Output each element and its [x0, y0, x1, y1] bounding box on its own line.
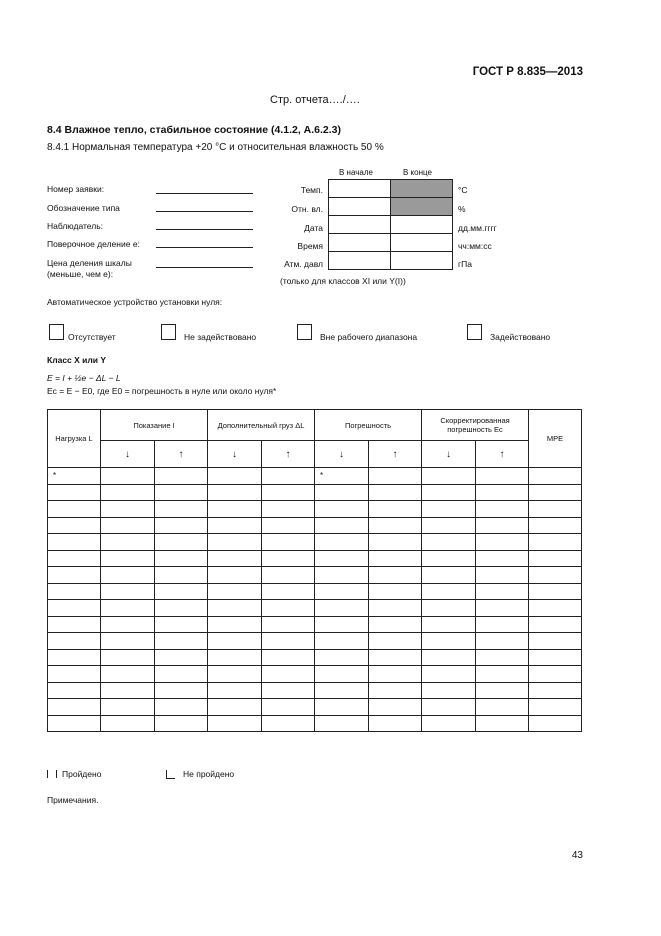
table-cell[interactable] [529, 649, 582, 666]
table-cell[interactable] [155, 517, 208, 534]
table-cell[interactable] [101, 616, 155, 633]
option-absent: Отсутствует [68, 332, 116, 342]
table-cell[interactable] [315, 583, 369, 600]
section-title: 8.4 Влажное тепло, стабильное состояние (4.1.2, А.6.2.3) [47, 124, 342, 136]
env-cell[interactable] [391, 234, 453, 252]
report-page: Стр. отчета…./…. [270, 94, 360, 106]
table-cell[interactable] [48, 583, 101, 600]
table-cell[interactable] [315, 550, 369, 567]
table-cell[interactable] [48, 517, 101, 534]
field-label-scale: Цена деления шкалы (меньше, чем е): [47, 258, 132, 279]
table-cell[interactable] [208, 534, 262, 551]
field-input-request[interactable] [156, 193, 253, 194]
arrow-up-icon: ↑ [476, 441, 529, 468]
table-cell[interactable] [208, 501, 262, 518]
table-cell[interactable] [48, 666, 101, 683]
table-cell[interactable] [155, 501, 208, 518]
table-cell[interactable] [315, 616, 369, 633]
table-cell[interactable] [315, 517, 369, 534]
table-cell[interactable] [208, 600, 262, 617]
table-cell[interactable] [48, 501, 101, 518]
notes-label: Примечания. [47, 795, 99, 805]
table-cell[interactable] [262, 534, 315, 551]
env-note: (только для классов XI или Y(I)) [280, 276, 406, 286]
table-cell[interactable] [529, 517, 582, 534]
results-body [48, 468, 582, 732]
table-cell[interactable] [208, 567, 262, 584]
table-cell[interactable] [476, 567, 529, 584]
table-cell[interactable] [208, 682, 262, 699]
table-cell[interactable] [48, 550, 101, 567]
table-cell[interactable] [369, 468, 422, 485]
table-cell[interactable] [369, 550, 422, 567]
table-cell[interactable] [155, 633, 208, 650]
field-input-observer[interactable] [156, 229, 253, 230]
env-row-label: Темп. [300, 185, 323, 195]
table-cell[interactable] [262, 484, 315, 501]
table-cell[interactable] [101, 501, 155, 518]
table-cell[interactable] [476, 616, 529, 633]
table-cell[interactable] [315, 649, 369, 666]
header-extra-weight: Дополнительный груз ΔL [208, 410, 315, 441]
checkbox-absent[interactable] [49, 324, 64, 340]
table-cell[interactable] [155, 550, 208, 567]
checkbox-not-engaged[interactable] [161, 324, 176, 340]
passed-label: Пройдено [62, 769, 102, 779]
table-cell[interactable] [155, 649, 208, 666]
table-cell[interactable] [476, 715, 529, 732]
table-cell[interactable] [476, 583, 529, 600]
env-cell[interactable] [329, 252, 391, 270]
table-row [48, 633, 582, 650]
env-cell[interactable] [329, 198, 391, 216]
table-cell[interactable] [315, 484, 369, 501]
table-cell[interactable] [529, 682, 582, 699]
header-corrected-error: Скорректированная погрешность Ec [422, 410, 529, 441]
table-cell[interactable] [155, 583, 208, 600]
table-cell[interactable] [101, 550, 155, 567]
field-label-type: Обозначение типа [47, 203, 120, 213]
table-row [48, 517, 582, 534]
table-cell[interactable] [262, 600, 315, 617]
table-cell[interactable] [476, 484, 529, 501]
arrow-down-icon: ↓ [315, 441, 369, 468]
table-cell[interactable] [155, 534, 208, 551]
table-cell[interactable] [48, 484, 101, 501]
arrow-up-icon: ↑ [369, 441, 422, 468]
env-cell[interactable] [329, 234, 391, 252]
table-cell[interactable] [476, 649, 529, 666]
table-cell[interactable] [369, 484, 422, 501]
env-unit: дд.мм.гггг [458, 223, 497, 233]
table-cell[interactable] [422, 583, 476, 600]
section-subtitle: 8.4.1 Нормальная температура +20 °С и относительная влажность 50 % [47, 142, 384, 153]
table-cell[interactable] [422, 633, 476, 650]
table-cell[interactable] [369, 567, 422, 584]
table-cell[interactable] [369, 633, 422, 650]
checkbox-out-of-range[interactable] [297, 324, 312, 340]
table-row [48, 616, 582, 633]
table-cell[interactable] [155, 567, 208, 584]
table-cell[interactable] [476, 517, 529, 534]
arrow-down-icon: ↓ [101, 441, 155, 468]
table-cell[interactable] [315, 600, 369, 617]
table-row [48, 468, 582, 485]
option-out-of-range: Вне рабочего диапазона [320, 332, 418, 342]
env-cell-shaded [391, 180, 453, 198]
table-row [48, 682, 582, 699]
star-marker[interactable]: * [315, 468, 369, 485]
table-cell[interactable] [208, 517, 262, 534]
table-cell[interactable] [422, 484, 476, 501]
table-cell[interactable] [208, 468, 262, 485]
table-cell[interactable] [101, 699, 155, 716]
table-cell[interactable] [476, 550, 529, 567]
table-cell[interactable] [422, 550, 476, 567]
table-row [48, 484, 582, 501]
table-cell[interactable] [315, 682, 369, 699]
table-cell[interactable] [155, 682, 208, 699]
table-cell[interactable] [48, 534, 101, 551]
table-row [48, 649, 582, 666]
env-col-start: В начале [339, 168, 373, 177]
table-cell[interactable] [262, 666, 315, 683]
table-cell[interactable] [208, 583, 262, 600]
failed-label: Не пройдено [183, 769, 235, 779]
table-cell[interactable] [48, 616, 101, 633]
env-cell[interactable] [329, 216, 391, 234]
table-cell[interactable] [529, 501, 582, 518]
table-cell[interactable] [208, 666, 262, 683]
table-cell[interactable] [155, 715, 208, 732]
table-cell[interactable] [208, 550, 262, 567]
table-cell[interactable] [262, 501, 315, 518]
table-row [48, 699, 582, 716]
table-cell[interactable] [476, 699, 529, 716]
env-table [328, 179, 453, 270]
table-cell[interactable] [422, 517, 476, 534]
table-cell[interactable] [529, 468, 582, 485]
table-cell[interactable] [262, 682, 315, 699]
table-row [48, 550, 582, 567]
table-cell[interactable] [262, 616, 315, 633]
env-row-label: Время [297, 241, 323, 251]
table-cell[interactable] [315, 501, 369, 518]
standard-number: ГОСТ Р 8.835—2013 [472, 66, 583, 78]
table-cell[interactable] [529, 616, 582, 633]
table-cell[interactable] [422, 616, 476, 633]
arrow-up-icon: ↑ [155, 441, 208, 468]
table-cell[interactable] [262, 715, 315, 732]
table-cell[interactable] [101, 715, 155, 732]
table-cell[interactable] [208, 699, 262, 716]
table-cell[interactable] [155, 600, 208, 617]
field-label-observer: Наблюдатель: [47, 221, 103, 231]
failed-checkbox[interactable] [166, 770, 175, 779]
table-row [48, 715, 582, 732]
table-cell[interactable] [529, 534, 582, 551]
table-cell[interactable] [262, 517, 315, 534]
table-cell[interactable] [101, 468, 155, 485]
field-input-division[interactable] [156, 247, 253, 248]
table-cell[interactable] [48, 682, 101, 699]
passed-checkbox[interactable] [47, 770, 57, 778]
table-cell[interactable] [422, 600, 476, 617]
env-row-label: Атм. давл [284, 259, 323, 269]
table-cell[interactable] [476, 501, 529, 518]
header-indication: Показание I [101, 410, 208, 441]
table-cell[interactable] [48, 567, 101, 584]
table-cell[interactable] [369, 649, 422, 666]
table-cell[interactable] [315, 567, 369, 584]
arrow-down-icon: ↓ [422, 441, 476, 468]
table-cell[interactable] [529, 567, 582, 584]
table-cell[interactable] [262, 649, 315, 666]
table-cell[interactable] [155, 699, 208, 716]
table-cell[interactable] [476, 600, 529, 617]
table-cell[interactable] [476, 468, 529, 485]
table-cell[interactable] [155, 484, 208, 501]
table-cell[interactable] [48, 649, 101, 666]
table-row [48, 567, 582, 584]
table-cell[interactable] [208, 715, 262, 732]
table-cell[interactable] [422, 501, 476, 518]
table-cell[interactable] [529, 550, 582, 567]
table-cell[interactable] [208, 633, 262, 650]
results-table [47, 409, 582, 732]
table-cell[interactable] [422, 468, 476, 485]
table-cell[interactable] [315, 699, 369, 716]
table-row [48, 534, 582, 551]
table-row [48, 600, 582, 617]
table-cell[interactable] [369, 666, 422, 683]
table-cell[interactable] [101, 649, 155, 666]
table-cell[interactable] [476, 666, 529, 683]
env-row-label: Дата [304, 223, 323, 233]
checkbox-engaged[interactable] [467, 324, 482, 340]
table-cell[interactable] [315, 666, 369, 683]
table-cell[interactable] [422, 682, 476, 699]
table-cell[interactable] [529, 699, 582, 716]
table-cell[interactable] [262, 550, 315, 567]
table-cell[interactable] [315, 633, 369, 650]
table-cell[interactable] [208, 649, 262, 666]
env-unit: гПа [458, 259, 472, 269]
table-cell[interactable] [529, 484, 582, 501]
table-cell[interactable] [101, 666, 155, 683]
table-cell[interactable] [208, 484, 262, 501]
header-mpe: MPE [529, 410, 582, 468]
env-cell[interactable] [391, 216, 453, 234]
table-cell[interactable] [369, 517, 422, 534]
table-cell[interactable] [369, 616, 422, 633]
table-cell[interactable] [101, 534, 155, 551]
table-cell[interactable] [262, 468, 315, 485]
table-cell[interactable] [101, 517, 155, 534]
table-cell[interactable] [476, 682, 529, 699]
table-cell[interactable] [369, 682, 422, 699]
table-cell[interactable] [101, 484, 155, 501]
table-cell[interactable] [369, 699, 422, 716]
option-engaged: Задействовано [490, 332, 551, 342]
table-cell[interactable] [476, 633, 529, 650]
table-cell[interactable] [155, 468, 208, 485]
header-error: Погрешность [315, 410, 422, 441]
table-cell[interactable] [208, 616, 262, 633]
field-input-scale[interactable] [156, 267, 253, 268]
table-row [48, 583, 582, 600]
table-cell[interactable] [101, 583, 155, 600]
table-cell[interactable] [101, 600, 155, 617]
env-cell[interactable] [391, 252, 453, 270]
table-cell[interactable] [529, 666, 582, 683]
table-cell[interactable] [422, 534, 476, 551]
field-label-division: Поверочное деление е: [47, 239, 140, 249]
env-cell-shaded [391, 198, 453, 216]
table-cell[interactable] [101, 567, 155, 584]
table-cell[interactable] [315, 715, 369, 732]
arrow-up-icon: ↑ [262, 441, 315, 468]
table-cell[interactable] [422, 666, 476, 683]
env-unit: чч:мм:сс [458, 241, 492, 251]
table-cell[interactable] [155, 616, 208, 633]
table-cell[interactable] [48, 715, 101, 732]
table-cell[interactable] [262, 699, 315, 716]
table-row [48, 666, 582, 683]
table-cell[interactable] [529, 633, 582, 650]
table-cell[interactable] [422, 567, 476, 584]
table-cell[interactable] [476, 534, 529, 551]
table-cell[interactable] [48, 600, 101, 617]
env-cell[interactable] [329, 180, 391, 198]
env-row-label: Отн. вл. [291, 204, 323, 214]
arrow-down-icon: ↓ [208, 441, 262, 468]
table-cell[interactable] [529, 583, 582, 600]
zero-device-title: Автоматическое устройство установки нуля: [47, 297, 223, 307]
formula-corrected: Ec = E − E0, где E0 = погрешность в нуле или около нуля* [47, 386, 277, 396]
table-cell[interactable] [101, 633, 155, 650]
field-input-type[interactable] [156, 211, 253, 212]
table-cell[interactable] [369, 715, 422, 732]
formula-error: E = I + ½e − ΔL − L [47, 373, 121, 383]
table-cell[interactable] [101, 682, 155, 699]
table-cell[interactable] [369, 534, 422, 551]
table-cell[interactable] [262, 633, 315, 650]
table-cell[interactable] [369, 583, 422, 600]
table-cell[interactable] [262, 567, 315, 584]
env-unit: °С [458, 185, 468, 195]
table-cell[interactable] [529, 715, 582, 732]
table-cell[interactable] [369, 501, 422, 518]
table-cell[interactable] [48, 633, 101, 650]
table-cell[interactable] [262, 583, 315, 600]
table-cell[interactable] [422, 649, 476, 666]
header-load: Нагрузка L [48, 410, 101, 468]
table-cell[interactable] [529, 600, 582, 617]
table-cell[interactable] [48, 699, 101, 716]
class-title: Класс X или Y [47, 355, 107, 365]
table-row [48, 501, 582, 518]
star-marker[interactable]: * [48, 468, 101, 485]
table-cell[interactable] [315, 534, 369, 551]
table-cell[interactable] [422, 699, 476, 716]
env-unit: % [458, 204, 466, 214]
page-number: 43 [571, 850, 583, 861]
table-cell[interactable] [155, 666, 208, 683]
table-cell[interactable] [369, 600, 422, 617]
table-cell[interactable] [422, 715, 476, 732]
env-col-end: В конце [403, 168, 432, 177]
option-not-engaged: Не задействовано [184, 332, 257, 342]
field-label-request: Номер заявки: [47, 184, 105, 194]
